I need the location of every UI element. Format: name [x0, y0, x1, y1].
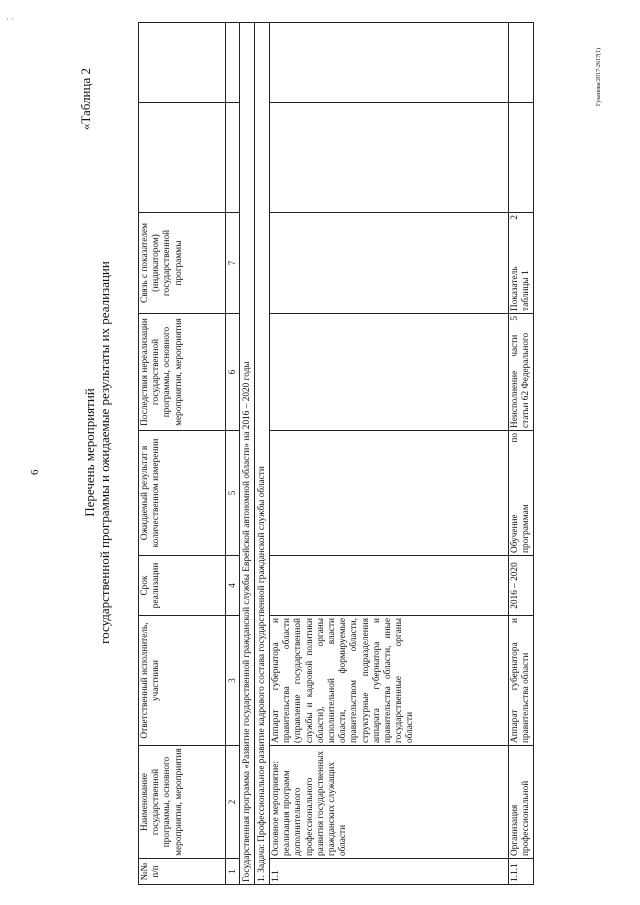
result-cell [509, 431, 534, 556]
empty-cell [139, 23, 226, 103]
consequence-cell [270, 314, 509, 431]
empty-cell [270, 23, 509, 103]
header-consequence: Последствия нереализации государственной программы, основного мероприятия, мероприятия [139, 314, 226, 431]
executor-cell: Аппарат губернатора и правительства области (управление государственной службы и кадровой политики области), органы исполнительной власти области, формируемые правительством области, структурные подразделения аппарата губернатора и правительства области, иные государственные органы области [270, 616, 509, 746]
activities-table [138, 22, 534, 885]
executor-cell: Аппарат губернатора и правительства области [509, 616, 534, 746]
col-number: 3 [226, 616, 240, 746]
table-label: «Таблица 2 [78, 68, 93, 131]
header-num: №№ п/п [139, 859, 226, 885]
header-result: Ожидаемый результат в количественном измерении [139, 431, 226, 556]
task-cell: 1. Задача: Профессиональное развитие кадрового состава государственной гражданской службы области [255, 23, 270, 885]
link-line: таблицы 1 [521, 270, 532, 311]
table-row [509, 23, 534, 885]
header-name: Наименование государственной программы, основного мероприятия, мероприятия [139, 746, 226, 859]
consequence-cell: Неисполнение части 5 статьи 62 Федерального [509, 314, 534, 431]
link-word: 2 [510, 215, 520, 220]
result-cell [270, 431, 509, 556]
activity-name: Основное мероприятие: реализация программ дополнительного профессионального развития государственных гражданских служащих области [270, 746, 509, 859]
link-cell [270, 213, 509, 314]
empty-cell [509, 23, 534, 103]
column-number-row [226, 23, 240, 885]
link-cell [509, 213, 534, 314]
result-line: программам [521, 504, 532, 553]
empty-cell [270, 103, 509, 213]
empty-cell [226, 103, 240, 213]
col-number: 6 [226, 314, 240, 431]
result-word: Обучение [510, 514, 520, 553]
title-line-2: государственной программы и ожидаемые результаты их реализации [97, 261, 112, 644]
page-number: 6 [29, 469, 41, 475]
row-number: 1.1 [270, 859, 509, 885]
col-number: 5 [226, 431, 240, 556]
result-word: по [510, 433, 520, 443]
table-row [270, 23, 509, 885]
link-word: Показатель [510, 266, 520, 311]
document-code: Гуканова/2017-2617(1) [596, 48, 602, 107]
task-row [255, 23, 270, 885]
header-row [139, 23, 226, 885]
col-number: 7 [226, 213, 240, 314]
header-link: Связь с показателем (индикатором) государственной программы [139, 213, 226, 314]
empty-cell [139, 103, 226, 213]
col-number: 4 [226, 556, 240, 616]
row-number: 1.1.1 [509, 859, 534, 885]
header-term: Срок реализации [139, 556, 226, 616]
document-title [82, 20, 112, 885]
rotated-page-content [20, 20, 620, 885]
program-row [240, 23, 255, 885]
col-number: 2 [226, 746, 240, 859]
title-line-1: Перечень мероприятий [82, 388, 97, 517]
term-cell [270, 556, 509, 616]
empty-cell [226, 23, 240, 103]
empty-cell [509, 103, 534, 213]
program-title-cell: Государственная программа «Развитие государственной гражданской службы Еврейской автономной области» на 2016 – 2020 годы [240, 23, 255, 885]
col-number: 1 [226, 859, 240, 885]
header-executor: Ответственный исполнитель, участники [139, 616, 226, 746]
activity-name: Организация профессиональной [509, 746, 534, 859]
term-cell: 2016 – 2020 [509, 556, 534, 616]
scan-marks: · · [6, 14, 15, 24]
